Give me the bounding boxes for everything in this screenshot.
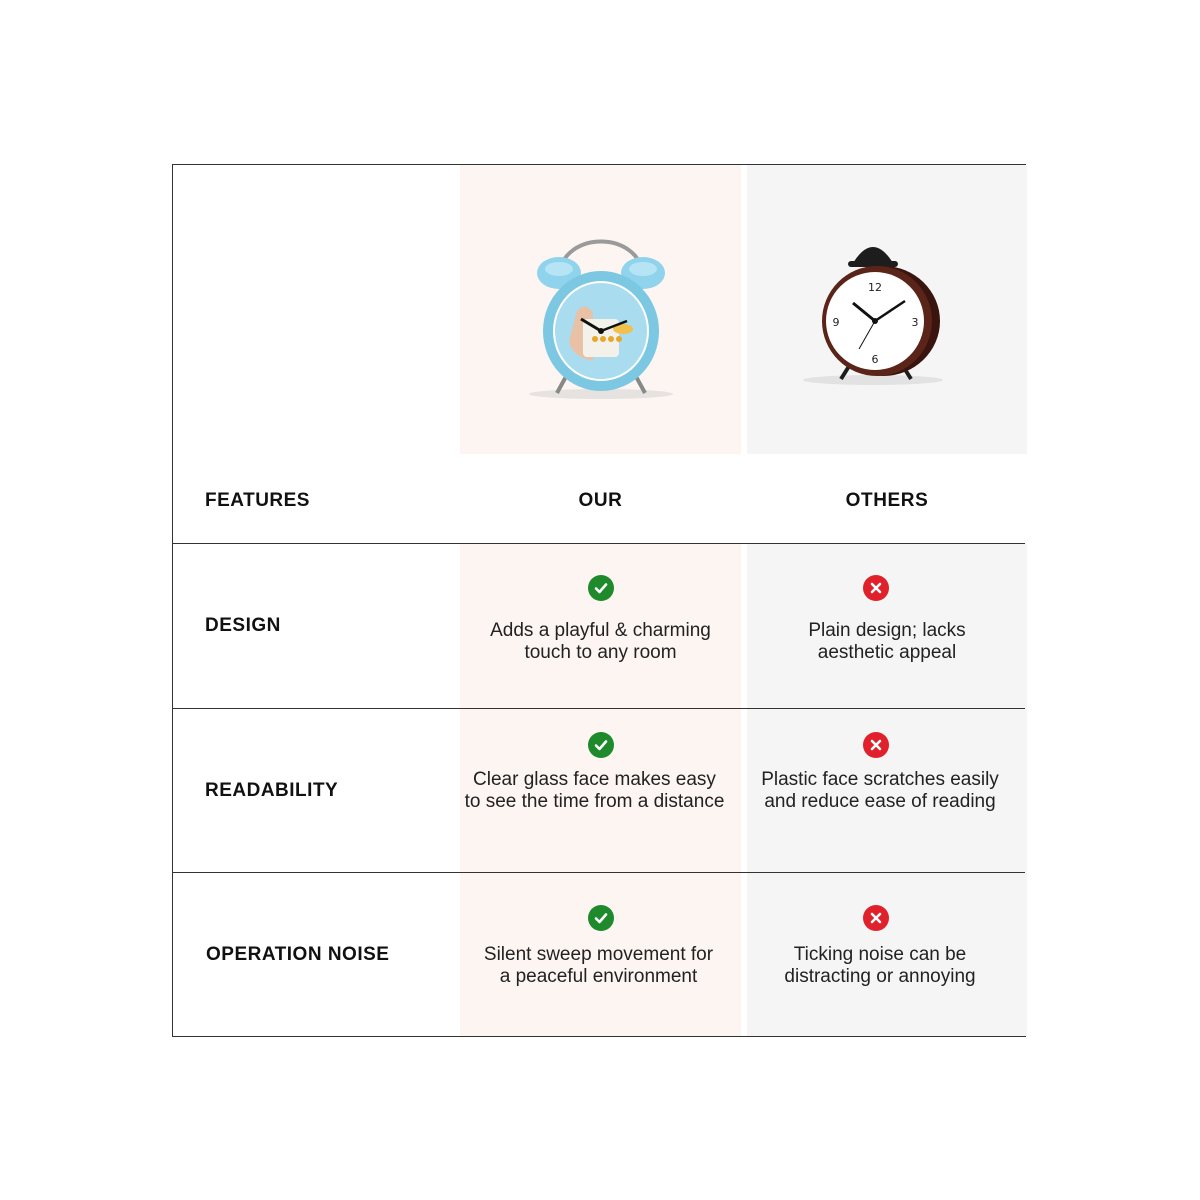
check-icon: [588, 905, 614, 931]
others-readability-cell: [747, 732, 1027, 813]
our-readability-cell: [460, 732, 741, 813]
feature-operation-noise: OPERATION NOISE: [206, 944, 390, 965]
others-noise-cell: [747, 905, 1027, 988]
our-design-cell: [460, 575, 741, 664]
svg-text:12: 12: [868, 281, 882, 294]
feature-design: DESIGN: [205, 615, 281, 636]
others-noise-text: Ticking noise can be distracting or annoying: [784, 944, 976, 987]
our-design-text: Adds a playful & charming touch to any room: [490, 620, 711, 663]
svg-text:9: 9: [832, 316, 840, 329]
feature-readability: READABILITY: [205, 779, 339, 801]
our-readability-text: Clear glass face makes easy to see the time from a distance: [464, 769, 725, 812]
our-noise-text: Silent sweep movement for a peaceful environment: [483, 944, 714, 987]
svg-text:6: 6: [871, 353, 879, 366]
cross-icon: [863, 905, 889, 931]
our-clock-image: [511, 231, 691, 406]
check-icon: [588, 575, 614, 601]
others-header: OTHERS: [845, 490, 929, 511]
cross-icon: [863, 732, 889, 758]
others-clock-image: [801, 231, 976, 401]
others-readability-text: Plastic face scratches easily and reduce ease of reading: [761, 769, 999, 812]
others-design-text: Plain design; lacks aesthetic appeal: [808, 620, 966, 663]
check-icon: [588, 732, 614, 758]
others-design-cell: [747, 575, 1027, 664]
comparison-table: [172, 164, 1026, 1037]
our-noise-cell: [460, 905, 741, 988]
svg-text:3: 3: [911, 316, 919, 329]
features-header: FEATURES: [205, 490, 310, 511]
our-header: OUR: [578, 490, 623, 511]
cross-icon: [863, 575, 889, 601]
